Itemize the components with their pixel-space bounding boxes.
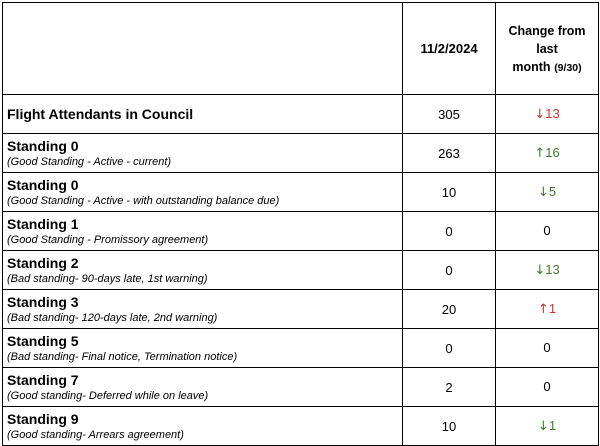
row-change — [496, 368, 599, 407]
table-row — [3, 290, 599, 329]
table-row — [3, 173, 599, 212]
table-row — [3, 212, 599, 251]
row-label-cell — [3, 407, 403, 446]
row-subtitle: (Good standing- Arrears agreement) — [7, 428, 184, 441]
row-title: Standing 0 — [7, 137, 79, 154]
row-subtitle: (Bad standing- Final notice, Termination notice) — [7, 350, 238, 363]
row-change — [496, 212, 599, 251]
header-empty-cell — [3, 3, 403, 95]
table-row — [3, 134, 599, 173]
row-value: 10 — [403, 173, 496, 212]
row-change — [496, 134, 599, 173]
change-value: 0 — [543, 379, 551, 394]
row-title: Standing 5 — [7, 332, 79, 349]
row-value: 0 — [403, 329, 496, 368]
table-row — [3, 407, 599, 446]
row-label-cell — [3, 134, 403, 173]
change-arrow-icon: ↑ — [534, 146, 546, 161]
change-value: 16 — [545, 145, 560, 160]
row-value: 263 — [403, 134, 496, 173]
row-change — [496, 290, 599, 329]
row-title: Standing 7 — [7, 371, 79, 388]
table-row — [3, 329, 599, 368]
header-change-month: month — [512, 59, 551, 74]
row-subtitle: (Bad standing- 90-days late, 1st warning) — [7, 272, 208, 285]
row-title: Standing 9 — [7, 410, 79, 427]
row-value: 10 — [403, 407, 496, 446]
row-subtitle: (Good Standing - Promissory agreement) — [7, 233, 209, 246]
change-arrow-icon: ↓ — [537, 419, 549, 434]
change-value: 13 — [545, 106, 560, 121]
row-title: Standing 2 — [7, 254, 79, 271]
row-label-cell — [3, 329, 403, 368]
row-change — [496, 407, 599, 446]
header-change-paren: (9/30) — [554, 61, 582, 74]
row-change — [496, 173, 599, 212]
change-value: 0 — [543, 223, 551, 238]
header-change-main: Change from last — [508, 23, 586, 56]
header-change — [496, 3, 599, 95]
row-value: 0 — [403, 251, 496, 290]
change-value: 5 — [548, 184, 557, 199]
row-label-cell — [3, 368, 403, 407]
row-change — [496, 95, 599, 134]
row-label-cell — [3, 212, 403, 251]
change-value: 1 — [548, 301, 557, 316]
row-title: Standing 3 — [7, 293, 79, 310]
row-value: 20 — [403, 290, 496, 329]
row-label-cell — [3, 173, 403, 212]
change-arrow-icon: ↑ — [537, 302, 549, 317]
row-title: Standing 1 — [7, 215, 79, 232]
table-header-row — [3, 3, 599, 95]
row-subtitle: (Bad standing- 120-days late, 2nd warning) — [7, 311, 218, 324]
row-value: 305 — [403, 95, 496, 134]
row-title: Flight Attendants in Council — [7, 105, 194, 122]
standing-table — [2, 2, 599, 446]
table-row — [3, 95, 599, 134]
row-subtitle: (Good Standing - Active - with outstanding balance due) — [7, 194, 280, 207]
header-date: 11/2/2024 — [403, 3, 496, 95]
change-arrow-icon: ↓ — [534, 107, 546, 122]
row-label-cell — [3, 95, 403, 134]
row-subtitle: (Good Standing - Active - current) — [7, 155, 172, 168]
change-value: 1 — [548, 418, 557, 433]
row-title: Standing 0 — [7, 176, 79, 193]
row-subtitle: (Good standing- Deferred while on leave) — [7, 389, 209, 402]
row-label-cell — [3, 290, 403, 329]
row-change — [496, 251, 599, 290]
row-value: 2 — [403, 368, 496, 407]
change-arrow-icon: ↓ — [537, 185, 549, 200]
change-value: 13 — [545, 262, 560, 277]
change-arrow-icon: ↓ — [534, 263, 546, 278]
table-row — [3, 368, 599, 407]
row-change — [496, 329, 599, 368]
row-value: 0 — [403, 212, 496, 251]
table-row — [3, 251, 599, 290]
row-label-cell — [3, 251, 403, 290]
change-value: 0 — [543, 340, 551, 355]
